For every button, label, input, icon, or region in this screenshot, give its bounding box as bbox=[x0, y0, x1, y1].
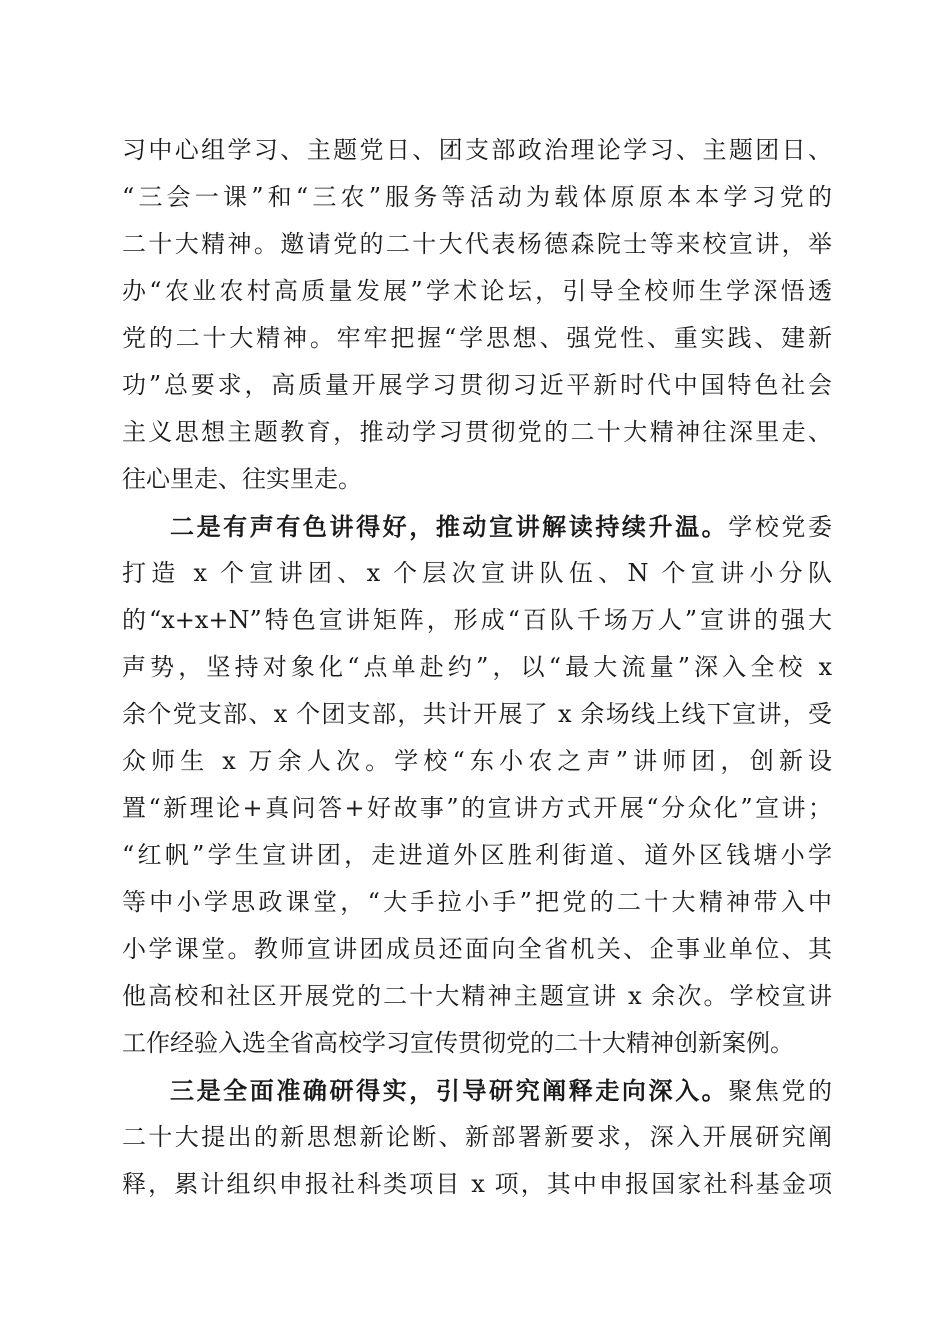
paragraph-line: “三会一课”和“三农”服务等活动为载体原原本本学习党的 bbox=[122, 183, 832, 211]
paragraph-first-line bbox=[122, 503, 832, 550]
paragraph-line: 功”总要求，高质量开展学习贯彻习近平新时代中国特色社会 bbox=[122, 371, 832, 399]
paragraph-text: 学校党委 bbox=[728, 513, 832, 541]
paragraph-line: 小学课堂。教师宣讲团成员还面向全省机关、企事业单位、其 bbox=[122, 935, 832, 963]
paragraph-line: 置“新理论+真问答+好故事”的宣讲方式开展“分众化”宣讲； bbox=[122, 794, 832, 822]
paragraph-line: 主义思想主题教育，推动学习贯彻党的二十大精神往深里走、 bbox=[122, 418, 832, 446]
paragraph-line: 办“农业农村高质量发展”学术论坛，引导全校师生学深悟透 bbox=[122, 277, 832, 305]
paragraph-1 bbox=[122, 127, 832, 503]
paragraph-text: 聚焦党的 bbox=[728, 1077, 832, 1105]
paragraph-line: 释，累计组织申报社科类项目 x 项，其中申报国家社科基金项 bbox=[122, 1170, 832, 1198]
paragraph-line: 习中心组学习、主题党日、团支部政治理论学习、主题团日、 bbox=[122, 136, 832, 164]
paragraph-line: 等中小学思政课堂，“大手拉小手”把党的二十大精神带入中 bbox=[122, 888, 832, 916]
paragraph-line: 往心里走、往实里走。 bbox=[122, 465, 362, 493]
paragraph-line: 声势，坚持对象化“点单赴约”，以“最大流量”深入全校 x bbox=[122, 653, 832, 681]
paragraph-3 bbox=[122, 1067, 832, 1208]
paragraph-line: 工作经验入选全省高校学习宣传贯彻党的二十大精神创新案例。 bbox=[122, 1029, 794, 1057]
paragraph-line: 众师生 x 万余人次。学校“东小农之声”讲师团，创新设 bbox=[122, 747, 832, 775]
paragraph-line: 二十大精神。邀请党的二十大代表杨德森院士等来校宣讲，举 bbox=[122, 230, 832, 258]
paragraph-line: 打造 x 个宣讲团、x 个层次宣讲队伍、N 个宣讲小分队 bbox=[122, 559, 832, 587]
paragraph-first-line bbox=[122, 1067, 832, 1114]
paragraph-line: 党的二十大精神。牢牢把握“学思想、强党性、重实践、建新 bbox=[122, 324, 832, 352]
paragraph-2 bbox=[122, 503, 832, 1067]
paragraph-line: 二十大提出的新思想新论断、新部署新要求，深入开展研究阐 bbox=[122, 1123, 832, 1151]
paragraph-line: 的“x+x+N”特色宣讲矩阵，形成“百队千场万人”宣讲的强大 bbox=[122, 606, 832, 634]
paragraph-heading: 二是有声有色讲得好，推动宣讲解读持续升温。 bbox=[170, 512, 729, 541]
paragraph-heading: 三是全面准确研得实，引导研究阐释走向深入。 bbox=[170, 1076, 729, 1105]
paragraph-line: 他高校和社区开展党的二十大精神主题宣讲 x 余次。学校宣讲 bbox=[122, 982, 832, 1010]
body-text bbox=[122, 127, 832, 1208]
paragraph-line: 余个党支部、x 个团支部，共计开展了 x 余场线上线下宣讲，受 bbox=[122, 700, 832, 728]
paragraph-line: “红帆”学生宣讲团，走进道外区胜利街道、道外区钱塘小学 bbox=[122, 841, 832, 869]
